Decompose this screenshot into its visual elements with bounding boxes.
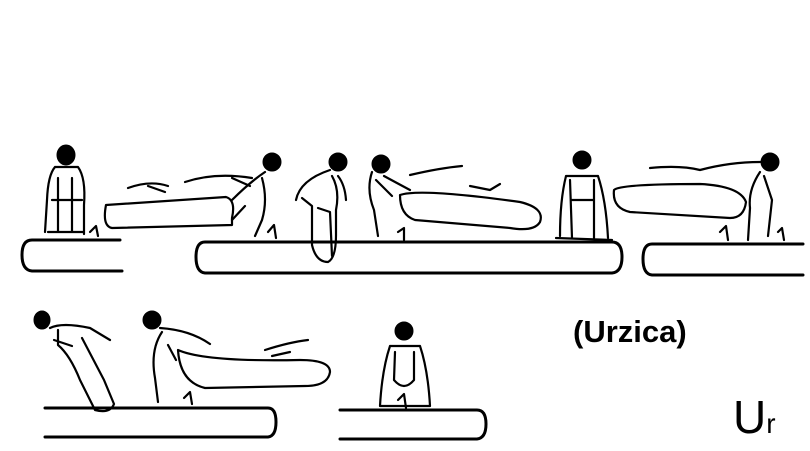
gymnast-figure-2 — [105, 153, 281, 238]
gymnast-figure-5 — [556, 151, 612, 240]
pommel-horse-2 — [196, 242, 622, 273]
pommel-horse-5 — [340, 410, 486, 439]
gymnast-figure-3 — [296, 153, 347, 262]
element-name-caption: (Urzica) — [573, 314, 687, 349]
element-symbol — [733, 391, 776, 443]
gymnast-figure-8 — [143, 311, 330, 404]
symbol-subscript: r — [766, 408, 776, 439]
pommel-horse-3 — [643, 244, 803, 275]
pommel-horse-4 — [45, 408, 276, 437]
gymnast-figure-7 — [34, 311, 114, 411]
gymnast-figure-9 — [380, 322, 430, 408]
gymnast-figure-6 — [614, 153, 784, 240]
gymnast-figure-1 — [45, 145, 98, 236]
pommel-horse-1 — [22, 240, 122, 271]
gymnast-figure-4 — [369, 155, 540, 240]
symbol-main: U — [733, 391, 767, 443]
